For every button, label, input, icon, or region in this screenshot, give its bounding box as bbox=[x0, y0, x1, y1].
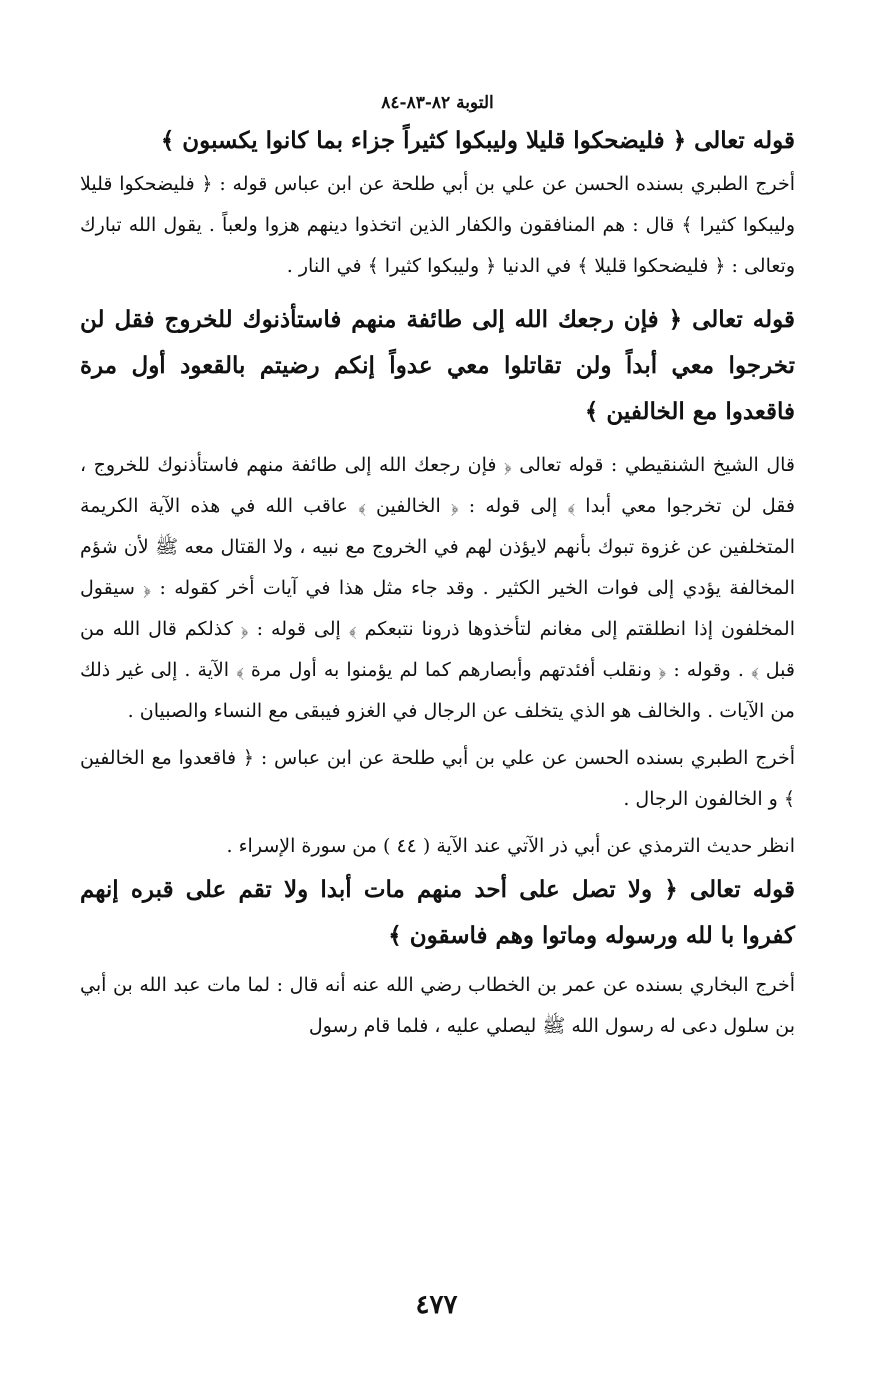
running-title: التوبة ٨٢-٨٣-٨٤ bbox=[381, 93, 494, 113]
commentary-paragraph-3: أخرج الطبري بسنده الحسن عن علي بن أبي طلحة عن ابن عباس : ﴿ فاقعدوا مع الخالفين ﴾ و الخالفون الرجال . bbox=[80, 747, 795, 810]
commentary-paragraph-5: أخرج البخاري بسنده عن عمر بن الخطاب رضي الله عنه أنه قال : لما مات عبد الله بن أبي بن سلول دعى له رسول الله ﷺ ليصلي عليه ، فلما قام رسول bbox=[80, 974, 795, 1037]
page-number: ٤٧٧ bbox=[415, 1290, 458, 1320]
commentary-paragraph-4: انظر حديث الترمذي عن أبي ذر الآتي عند الآية ( ٤٤ ) من سورة الإسراء . bbox=[226, 835, 795, 857]
verse-heading-2: قوله تعالى ﴿ فإن رجعك الله إلى طائفة منهم فاستأذنوك للخروج فقل لن تخرجوا معي أبداً ولن تقاتلوا معي عدواً إنكم رضيتم بالقعود أول مرة فاقعدوا مع الخالفين ﴾ bbox=[80, 306, 795, 425]
verse-heading-1: قوله تعالى ﴿ فليضحكوا قليلا وليبكوا كثيراً جزاء بما كانوا يكسبون ﴾ bbox=[160, 127, 795, 154]
commentary-paragraph-1: أخرج الطبري بسنده الحسن عن علي بن أبي طلحة عن ابن عباس قوله : ﴿ فليضحكوا قليلا وليبكوا كثيرا ﴾ قال : هم المنافقون والكفار الذين اتخذوا دينهم هزوا ولعباً . يقول الله تبارك وتعالى : ﴿ فليضحكوا قليلا ﴾ في الدنيا ﴿ وليبكوا كثيرا ﴾ في النار . bbox=[80, 173, 795, 277]
commentary-paragraph-2: قال الشيخ الشنقيطي : قوله تعالى ﴿ فإن رجعك الله إلى طائفة منهم فاستأذنوك للخروج ، فقل لن تخرجوا معي أبدا ﴾ إلى قوله : ﴿ الخالفين ﴾ عاقب الله في هذه الآية الكريمة المتخلفين عن غزوة تبوك بأنهم لايؤذن لهم في الخروج مع نبيه ، ولا القتال معه ﷺ لأن شؤم المخالفة يؤدي إلى فوات الخير الكثير . وقد جاء مثل هذا في آيات أخر كقوله : ﴿ سيقول المخلفون إذا انطلقتم إلى مغانم لتأخذوها ذرونا نتبعكم ﴾ إلى قوله : ﴿ كذلكم قال الله من قبل ﴾ . وقوله : ﴿ ونقلب أفئدتهم وأبصارهم كما لم يؤمنوا به أول مرة ﴾ الآية . إلى غير ذلك من الآيات . والخالف هو الذي يتخلف عن الرجال في الغزو فيبقى مع النساء والصبيان . bbox=[80, 454, 795, 722]
verse-heading-3: قوله تعالى ﴿ ولا تصل على أحد منهم مات أبدا ولا تقم على قبره إنهم كفروا با لله ورسوله وماتوا وهم فاسقون ﴾ bbox=[80, 876, 795, 949]
